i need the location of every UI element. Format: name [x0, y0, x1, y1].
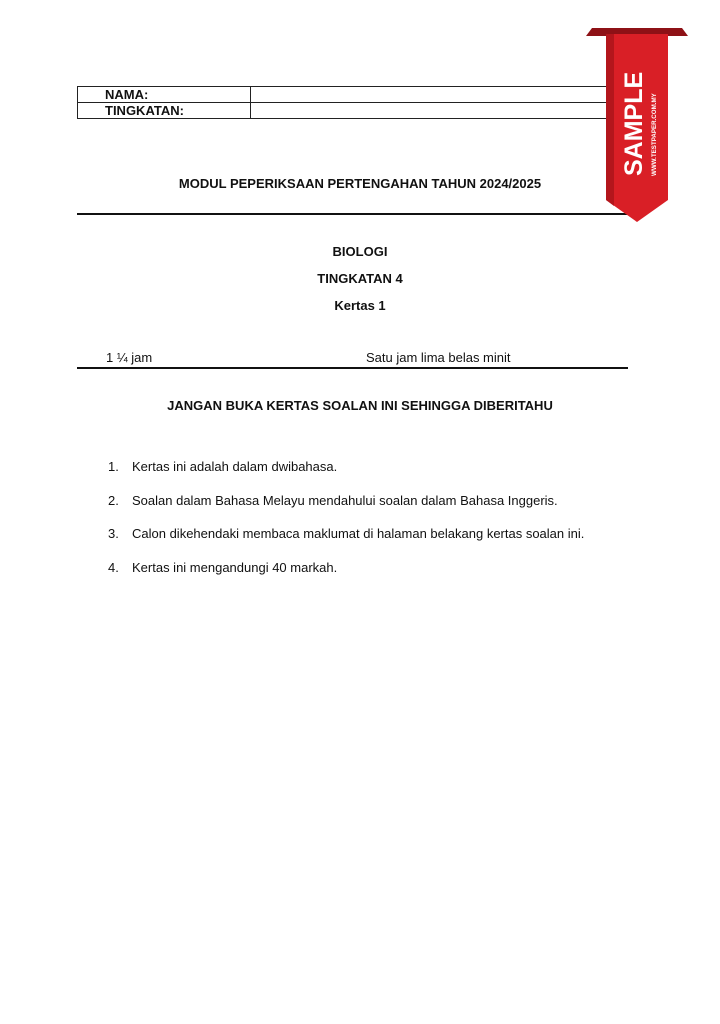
- class-row: [78, 103, 627, 119]
- instructions-list: [108, 450, 628, 584]
- student-info-table: [77, 86, 627, 119]
- name-field: [251, 87, 627, 103]
- instruction-number: 1.: [108, 459, 119, 474]
- name-label: NAMA:: [78, 87, 251, 103]
- instruction-number: 4.: [108, 559, 119, 575]
- duration-long: Satu jam lima belas minit: [366, 350, 511, 365]
- instruction-text: Kertas ini adalah dalam dwibahasa.: [132, 459, 338, 474]
- exam-title: MODUL PEPERIKSAAN PERTENGAHAN TAHUN 2024/2025: [178, 176, 542, 191]
- subject-title: BIOLOGI: [332, 244, 388, 259]
- paper-title: Kertas 1: [334, 298, 386, 313]
- sample-watermark-ribbon: [586, 24, 688, 224]
- form-title: TINGKATAN 4: [317, 271, 403, 286]
- ribbon-site-text: WWW.TESTPAPER.COM.MY: [651, 93, 658, 176]
- instruction-text: Calon dikehendaki membaca maklumat di halaman belakang kertas soalan ini.: [132, 526, 585, 541]
- warning-text: JANGAN BUKA KERTAS SOALAN INI SEHINGGA DIBERITAHU: [167, 398, 553, 413]
- duration-short: 1 ¼ jam: [106, 350, 153, 365]
- instruction-item: [108, 551, 628, 585]
- instruction-number: 3.: [108, 526, 119, 541]
- instruction-item: [108, 450, 628, 484]
- name-row: [78, 87, 627, 103]
- ribbon-sample-text: SAMPLE: [620, 71, 648, 176]
- title-divider: [77, 213, 628, 215]
- ribbon-shade: [606, 34, 614, 206]
- instruction-text: Soalan dalam Bahasa Melayu mendahului soalan dalam Bahasa Inggeris.: [132, 492, 558, 508]
- duration-divider: [77, 367, 628, 369]
- instruction-item: [108, 517, 628, 551]
- class-field: [251, 103, 627, 119]
- class-label: TINGKATAN:: [78, 103, 251, 119]
- instruction-text: Kertas ini mengandungi 40 markah.: [132, 559, 338, 575]
- instruction-number: 2.: [108, 492, 119, 508]
- instruction-item: [108, 484, 628, 518]
